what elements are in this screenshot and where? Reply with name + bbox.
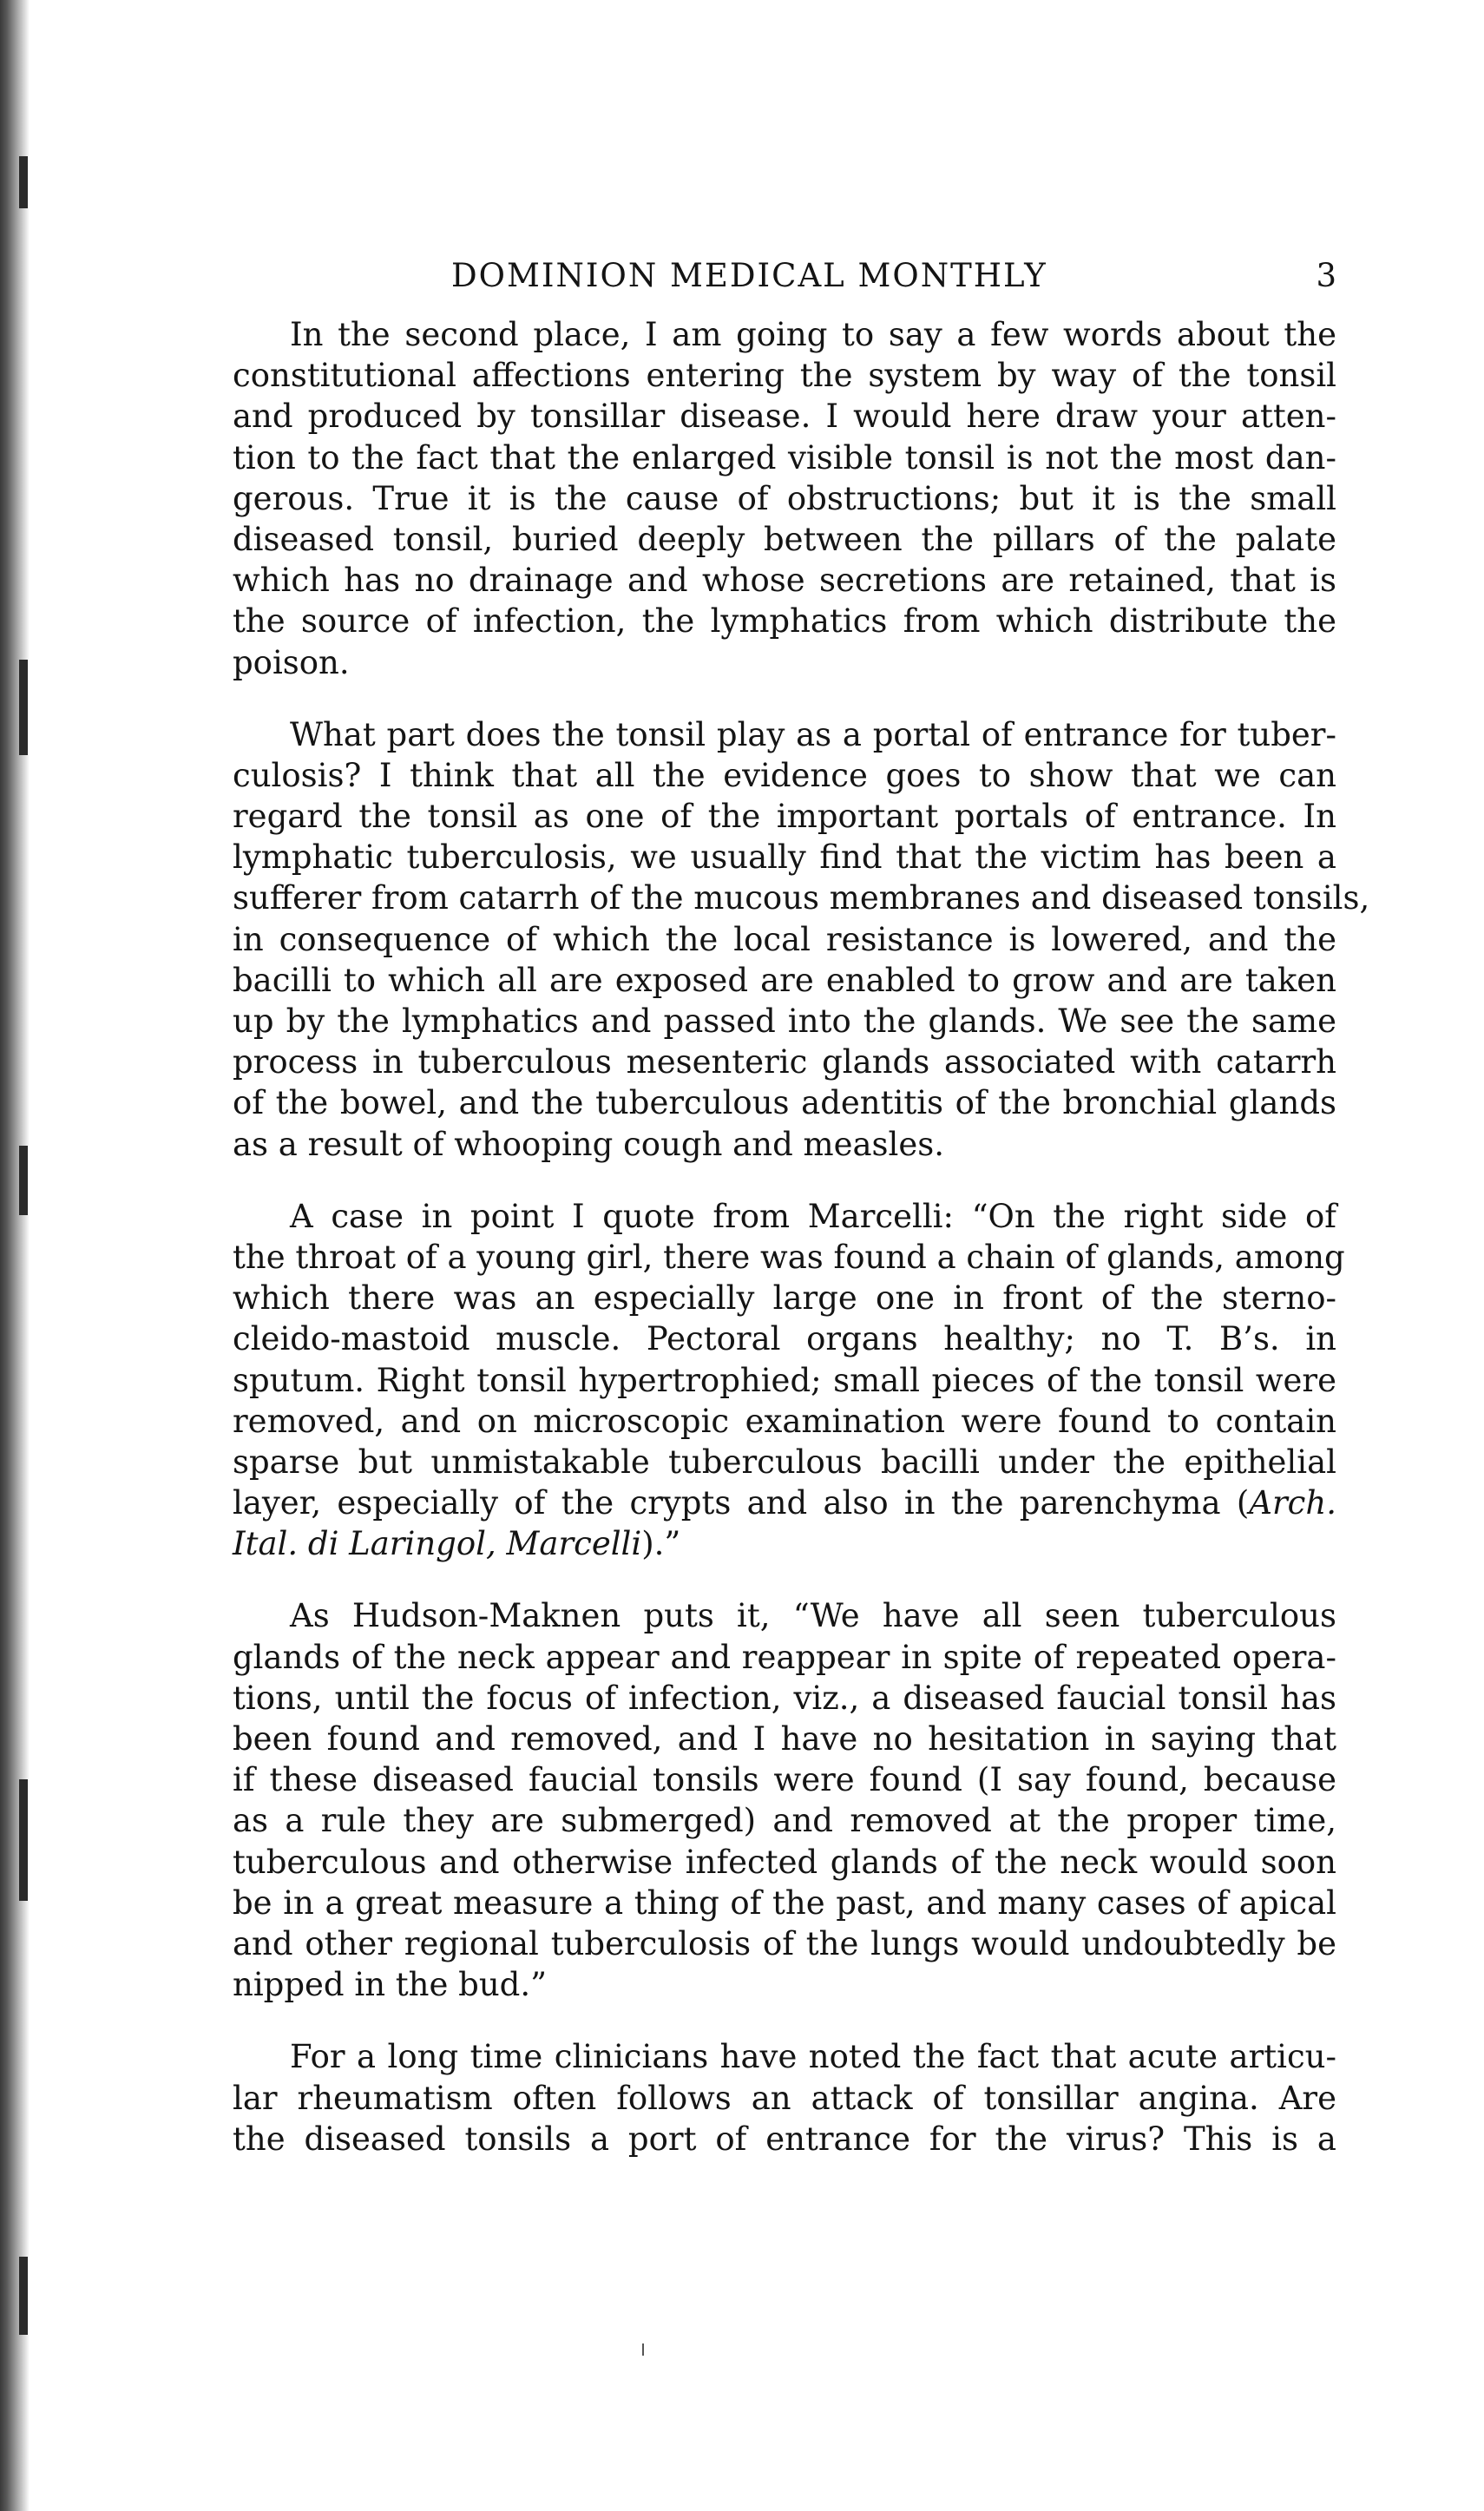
text-line: and other regional tuberculosis of the lungs would undoubtedly be <box>233 1924 1336 1962</box>
text-line: sufferer from catarrh of the mucous membranes and diseased tonsils, <box>233 879 1370 917</box>
binding-speck <box>19 2257 28 2335</box>
text-line: tions, until the focus of infection, viz., a diseased faucial tonsil has <box>233 1679 1336 1717</box>
text-line: been found and removed, and I have no hesitation in saying that <box>233 1720 1336 1758</box>
binding-edge-shadow <box>0 0 30 2511</box>
text-segment: ).” <box>641 1525 681 1563</box>
binding-speck <box>19 156 28 208</box>
page-number: 3 <box>1316 257 1336 294</box>
text-line: the throat of a young girl, there was found a chain of glands, among <box>233 1238 1345 1276</box>
journal-title: DOMINION MEDICAL MONTHLY <box>451 257 1047 294</box>
paragraph <box>233 1595 1336 2005</box>
text-line <box>233 1523 1336 1564</box>
text-line: if these diseased faucial tonsils were found (I say found, because <box>233 1761 1336 1799</box>
text-line: which there was an especially large one in front of the sterno- <box>233 1279 1336 1318</box>
text-line: glands of the neck appear and reappear in spite of repeated opera- <box>233 1638 1336 1676</box>
text-line: poison. <box>233 643 350 681</box>
text-line: culosis? I think that all the evidence goes to show that we can <box>233 756 1336 794</box>
text-line: bacilli to which all are exposed are enabled to grow and are taken <box>233 961 1336 999</box>
text-line: regard the tonsil as one of the important portals of entrance. In <box>233 798 1336 836</box>
text-line: up by the lymphatics and passed into the glands. We see the same <box>233 1002 1336 1040</box>
text-line: gerous. True it is the cause of obstructions; but it is the small <box>233 479 1336 517</box>
paragraph <box>233 1196 1345 1565</box>
text-line <box>233 1482 1336 1523</box>
text-line: tuberculous and otherwise infected glands of the neck would soon <box>233 1843 1336 1881</box>
text-line: constitutional affections entering the system by way of the tonsil <box>233 357 1336 395</box>
text-line: of the bowel, and the tuberculous adentitis of the bronchial glands <box>233 1084 1336 1122</box>
scan-artifact <box>642 2343 644 2356</box>
text-line: be in a great measure a thing of the past, and many cases of apical <box>233 1883 1336 1922</box>
text-line: diseased tonsil, buried deeply between the pillars of the palate <box>233 520 1336 558</box>
text-line: What part does the tonsil play as a portal of entrance for tuber- <box>290 715 1336 753</box>
text-line: tion to the fact that the enlarged visible tonsil is not the most dan- <box>233 438 1336 477</box>
text-line: in consequence of which the local resistance is lowered, and the <box>233 920 1336 958</box>
paragraph <box>233 314 1336 683</box>
text-line: For a long time clinicians have noted the fact that acute articu- <box>290 2038 1336 2076</box>
text-line: the diseased tonsils a port of entrance for the virus? This is a <box>233 2120 1336 2158</box>
text-line: A case in point I quote from Marcelli: “On the right side of <box>290 1197 1336 1235</box>
text-line: sparse but unmistakable tuberculous bacilli under the epithelial <box>233 1443 1336 1481</box>
text-line: as a result of whooping cough and measles. <box>233 1125 945 1163</box>
text-line: nipped in the bud.” <box>233 1966 548 2004</box>
text-line: sputum. Right tonsil hypertrophied; small pieces of the tonsil were <box>233 1361 1336 1399</box>
text-line: removed, and on microscopic examination were found to contain <box>233 1402 1336 1440</box>
binding-speck <box>19 660 28 755</box>
binding-speck <box>19 1146 28 1215</box>
text-line: As Hudson-Maknen puts it, “We have all seen tuberculous <box>290 1597 1336 1635</box>
text-line: process in tuberculous mesenteric glands associated with catarrh <box>233 1043 1336 1081</box>
citation-italic: Arch. <box>1249 1484 1336 1522</box>
text-line: the source of infection, the lymphatics from which distribute the <box>233 602 1336 641</box>
text-line: In the second place, I am going to say a few words about the <box>290 316 1336 353</box>
body-text <box>233 314 1370 2191</box>
binding-speck <box>19 1779 28 1901</box>
paragraph <box>233 2036 1336 2159</box>
paragraph <box>233 714 1370 1165</box>
text-line: lymphatic tuberculosis, we usually find that the victim has been a <box>233 838 1336 877</box>
running-header <box>451 257 1336 295</box>
text-line: and produced by tonsillar disease. I would here draw your atten- <box>233 398 1336 436</box>
citation-italic: Ital. di Laringol, Marcelli <box>233 1525 642 1563</box>
text-line: cleido-mastoid muscle. Pectoral organs healthy; no T. B’s. in <box>233 1320 1336 1358</box>
text-line: lar rheumatism often follows an attack of tonsillar angina. Are <box>233 2079 1336 2117</box>
text-line: as a rule they are submerged) and removed at the proper time, <box>233 1802 1336 1840</box>
text-line: which has no drainage and whose secretions are retained, that is <box>233 562 1336 600</box>
text-segment: layer, especially of the crypts and also in the parenchyma ( <box>233 1484 1250 1522</box>
